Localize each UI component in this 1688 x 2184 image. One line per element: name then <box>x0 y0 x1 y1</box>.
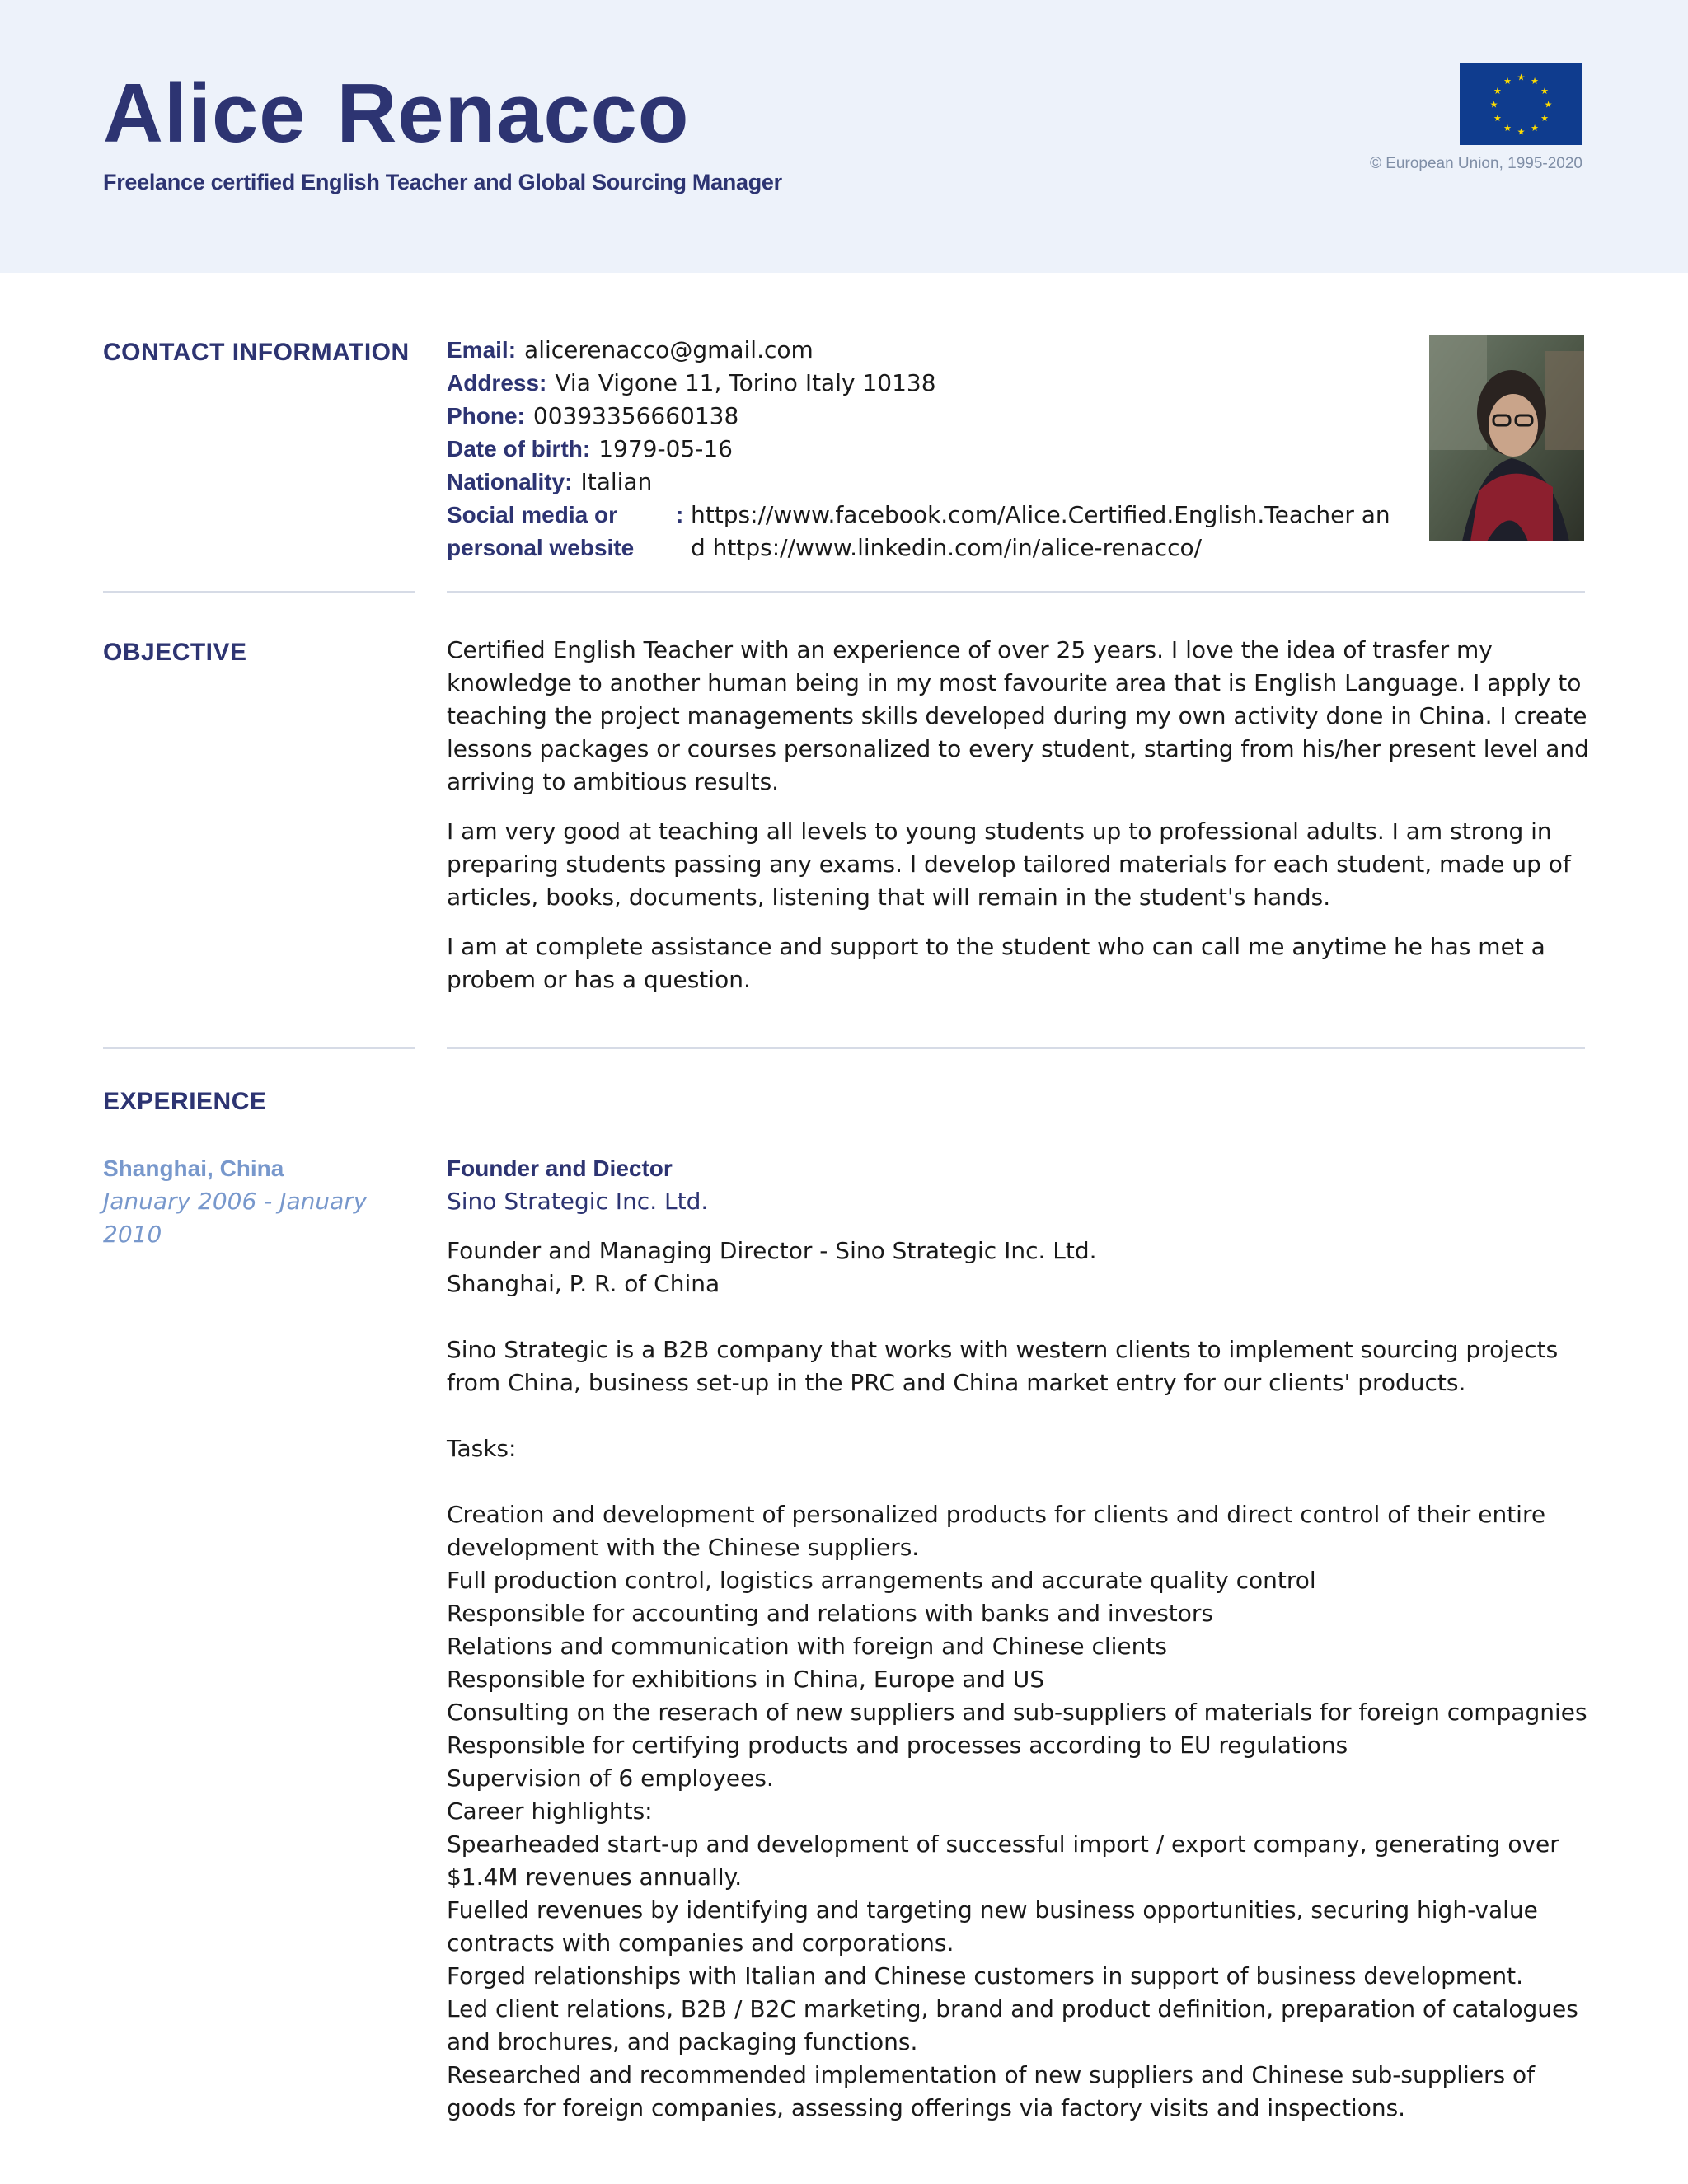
divider-contact-left <box>103 591 415 593</box>
flag-star-icon: ★ <box>1493 113 1502 124</box>
candidate-name: Alice Renacco <box>103 68 690 160</box>
job-description-line <box>447 1399 1592 1432</box>
job-description-line: Forged relationships with Italian and Chinese customers in support of business development. <box>447 1962 1524 1990</box>
nationality-label: Nationality: <box>447 469 573 494</box>
objective-text <box>447 634 1592 1013</box>
section-title-objective: OBJECTIVE <box>103 639 247 666</box>
flag-star-icon: ★ <box>1531 75 1539 87</box>
flag-star-icon: ★ <box>1517 72 1526 83</box>
flag-star-icon: ★ <box>1503 75 1512 87</box>
job-description-line: Relations and communication with foreign and Chinese clients <box>447 1633 1167 1660</box>
email-value[interactable]: alicerenacco@gmail.com <box>524 336 814 363</box>
flag-star-icon: ★ <box>1540 113 1550 124</box>
contact-phone-row <box>447 400 1419 433</box>
job-title: Founder and Diector <box>447 1155 673 1181</box>
flag-star-icon: ★ <box>1517 126 1526 138</box>
job-description-line: Sino Strategic is a B2B company that works with western clients to implement sourcing projects from China, business set-up in the PRC and China market entry for our clients' products. <box>447 1336 1559 1396</box>
address-value: Via Vigone 11, Torino Italy 10138 <box>555 369 936 396</box>
job-description-line: Tasks: <box>447 1435 517 1462</box>
header-band <box>0 0 1688 273</box>
job-description-line: Supervision of 6 employees. <box>447 1765 774 1792</box>
contact-social-row <box>447 499 1419 565</box>
job-description-line: Spearheaded start-up and development of successful import / export company, generating over $1.4M revenues annually. <box>447 1830 1559 1891</box>
job-description-line: Responsible for certifying products and processes according to EU regulations <box>447 1732 1348 1759</box>
nationality-value: Italian <box>580 468 653 495</box>
job-description-line: Career highlights: <box>447 1797 653 1825</box>
job-description-line: Consulting on the reserach of new suppliers and sub-suppliers of materials for foreign compagnies <box>447 1699 1587 1726</box>
candidate-headline: Freelance certified English Teacher and Global Sourcing Manager <box>103 170 782 194</box>
job-description-line <box>447 1301 1592 1333</box>
section-title-experience: EXPERIENCE <box>103 1088 267 1115</box>
eu-copyright: © European Union, 1995-2020 <box>1369 155 1582 172</box>
social-colon: : <box>676 502 684 527</box>
objective-paragraph: I am at complete assistance and support to the student who can call me anytime he has met a probem or has a question. <box>447 933 1545 993</box>
phone-label: Phone: <box>447 403 525 429</box>
job-description-line: Led client relations, B2B / B2C marketing, brand and product definition, preparation of catalogues and brochures, and packaging functions. <box>447 1995 1578 2055</box>
email-label: Email: <box>447 337 517 363</box>
flag-star-icon: ★ <box>1503 123 1512 134</box>
objective-paragraph: Certified English Teacher with an experience of over 25 years. I love the idea of trasfer my knowledge to another human being in my most favourite area that is English Language. I apply to teaching the project managements skills developed during my own activity done in China. I create lessons packages or courses personalized to every student, starting from his/her present level and arriving to ambitious results. <box>447 636 1589 795</box>
address-label: Address: <box>447 370 547 396</box>
social-label: Social media or personal website <box>447 502 635 560</box>
job-description-line: Full production control, logistics arrangements and accurate quality control <box>447 1567 1316 1594</box>
eu-flag-icon <box>1460 63 1582 145</box>
divider-objective-left <box>103 1047 415 1049</box>
job-description-line: Founder and Managing Director - Sino Strategic Inc. Ltd. <box>447 1237 1097 1264</box>
job-description-line: Responsible for exhibitions in China, Europe and US <box>447 1666 1045 1693</box>
contact-address-row <box>447 367 1419 400</box>
experience-location: Shanghai, China <box>103 1155 284 1181</box>
experience-dates: January 2006 - January 2010 <box>103 1188 368 1248</box>
objective-paragraph: I am very good at teaching all levels to young students up to professional adults. I am strong in preparing students passing any exams. I develop tailored materials for each student, made up of articles, books, documents, listening that will remain in the student's hands. <box>447 818 1571 911</box>
dob-value: 1979-05-16 <box>598 435 733 462</box>
contact-dob-row <box>447 433 1419 466</box>
flag-star-icon: ★ <box>1540 86 1550 96</box>
contact-nationality-row <box>447 466 1419 499</box>
flag-star-icon: ★ <box>1531 123 1539 134</box>
contact-email-row <box>447 334 1419 367</box>
contact-details <box>447 334 1419 565</box>
job-description-line: Shanghai, P. R. of China <box>447 1270 720 1297</box>
company-name: Sino Strategic Inc. Ltd. <box>447 1188 709 1215</box>
job-description-line: Responsible for accounting and relations with banks and investors <box>447 1600 1214 1627</box>
job-description-line: Creation and development of personalized products for clients and direct control of their entire development with the Chinese suppliers. <box>447 1501 1546 1561</box>
section-title-contact: CONTACT INFORMATION <box>103 339 410 366</box>
divider-objective-right <box>447 1047 1585 1049</box>
job-description <box>447 1235 1592 2125</box>
job-description-line: Fuelled revenues by identifying and targeting new business opportunities, securing high-value contracts with companies and corporations. <box>447 1896 1538 1957</box>
flag-star-icon: ★ <box>1489 99 1498 110</box>
experience-entry <box>447 1152 1592 2125</box>
flag-star-icon: ★ <box>1544 99 1553 110</box>
dob-label: Date of birth: <box>447 436 591 462</box>
flag-star-icon: ★ <box>1493 86 1502 96</box>
experience-meta <box>103 1152 400 1251</box>
profile-photo <box>1429 335 1584 541</box>
social-links[interactable]: https://www.facebook.com/Alice.Certified.English.Teacher and https://www.linkedin.com/in/alice-renacco/ <box>691 501 1390 561</box>
divider-contact-right <box>447 591 1585 593</box>
phone-value: 00393356660138 <box>532 402 739 429</box>
job-description-line <box>447 1465 1592 1498</box>
job-description-line: Researched and recommended implementation of new suppliers and Chinese sub-suppliers of goods for foreign companies, assessing offerings via factory visits and inspections. <box>447 2061 1536 2121</box>
